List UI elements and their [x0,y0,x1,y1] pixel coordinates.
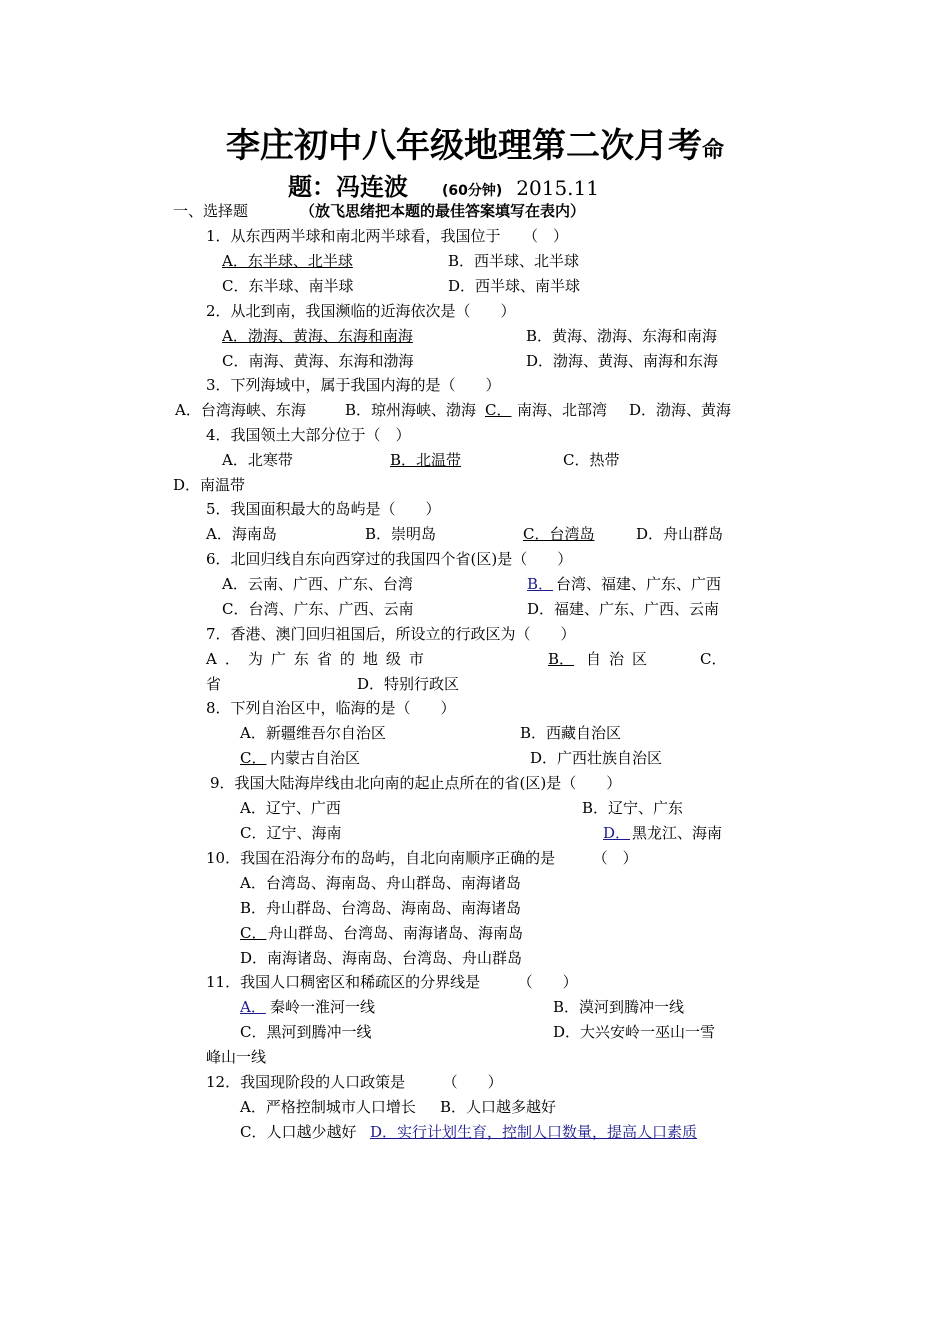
section-note: （放飞思绪把本题的最佳答案填写在表内） [300,202,586,220]
q3-stem: 3．下列海域中，属于我国内海的是（ ） [206,376,501,394]
q8-option-a: A．新疆维吾尔自治区 [240,724,386,742]
q6-option-b: 台湾、福建、广东、广西 [556,575,722,593]
q1-option-d: D．西半球、南半球 [448,277,581,295]
q12-option-b: B．人口越多越好 [440,1098,557,1116]
q10-option-c-mark: C． [240,924,267,942]
q6-stem: 6．北回归线自东向西穿过的我国四个省(区)是（ ） [206,550,573,568]
q5-stem: 5．我国面积最大的岛屿是（ ） [206,500,441,518]
q7-option-a: A．为广东省的地级市 [206,650,432,668]
q11-option-a: 秦岭一淮河一线 [270,998,376,1016]
q2-option-b: B．黄海、渤海、东海和南海 [526,327,718,345]
q6-option-a: A．云南、广西、广东、台湾 [222,575,413,593]
section-label: 一、选择题 [173,202,249,220]
q5-option-b: B．崇明岛 [365,525,437,543]
q12-option-a: A．严格控制城市人口增长 [240,1098,416,1116]
q6-option-b-mark: B． [527,575,554,593]
q3-option-d: D．渤海、黄海 [629,401,732,419]
q6-option-d: D．福建、广东、广西、云南 [527,600,720,618]
q10-option-d: D．南海诸岛、海南岛、台湾岛、舟山群岛 [240,949,523,967]
q5-option-c: C．台湾岛 [523,525,595,543]
q10-option-c: 舟山群岛、台湾岛、南海诸岛、海南岛 [268,924,524,942]
q6-option-c: C．台湾、广东、广西、云南 [222,600,414,618]
q1-option-a: A．东半球、北半球 [222,252,353,270]
q4-option-a: A．北寒带 [222,451,293,469]
q3-option-c: 南海、北部湾 [517,401,608,419]
author: 题：冯连波 [288,173,408,201]
q11-option-c: C．黑河到腾冲一线 [240,1023,372,1041]
q11-option-d: D．大兴安岭一巫山一雪 [553,1023,716,1041]
q9-option-d: 黑龙江、海南 [632,824,723,842]
q7-option-b: 自治区 [586,650,656,668]
exam-title-small: 命 [701,138,724,163]
q10-option-a: A．台湾岛、海南岛、舟山群岛、南海诸岛 [240,874,521,892]
q8-option-b: B．西藏自治区 [520,724,622,742]
q3-option-c-mark: C． [485,401,512,419]
q4-stem: 4．我国领土大部分位于（ ） [206,426,411,444]
q12-stem: 12．我国现阶段的人口政策是 （ ） [206,1073,503,1091]
q8-option-c-mark: C． [240,749,267,767]
q2-option-a: A．渤海、黄海、东海和南海 [222,327,413,345]
q7-stem: 7．香港、澳门回归祖国后，所设立的行政区为（ ） [206,625,576,643]
q1-option-c: C．东半球、南半球 [222,277,354,295]
q12-option-c: C．人口越少越好 [240,1123,357,1141]
q7-option-d: D．特别行政区 [357,675,460,693]
q11-option-b: B．漠河到腾冲一线 [553,998,685,1016]
q10-option-b: B．舟山群岛、台湾岛、海南岛、南海诸岛 [240,899,522,917]
q2-option-d: D．渤海、黄海、南海和东海 [526,352,719,370]
q1-option-b: B．西半球、北半球 [448,252,580,270]
q9-option-a: A．辽宁、广西 [240,799,341,817]
q9-option-b: B．辽宁、广东 [582,799,684,817]
duration: (60分钟) [442,183,503,199]
exam-title [0,124,950,173]
q11-option-a-mark: A． [240,998,266,1016]
exam-title-main: 李庄初中八年级地理第二次月考 [225,126,702,166]
q7-option-c: C． [700,650,727,668]
q4-option-d: D．南温带 [173,476,246,494]
q8-stem: 8．下列自治区中，临海的是（ ） [206,699,456,717]
q9-option-c: C．辽宁、海南 [240,824,342,842]
q4-option-b: B．北温带 [390,451,462,469]
q7-option-c-cont: 省 [206,675,222,693]
q12-option-d: D．实行计划生育，控制人口数量，提高人口素质 [370,1123,698,1141]
q5-option-d: D．舟山群岛 [636,525,724,543]
q8-option-d: D．广西壮族自治区 [530,749,663,767]
q7-option-b-mark: B． [548,650,575,668]
q4-option-c: C．热带 [563,451,620,469]
q11-option-d-cont: 峰山一线 [206,1048,267,1066]
q9-stem: 9．我国大陆海岸线由北向南的起止点所在的省(区)是（ ） [210,774,622,792]
q8-option-c: 内蒙古自治区 [270,749,361,767]
exam-date: 2015.11 [516,176,599,200]
q5-option-a: A．海南岛 [206,525,277,543]
q2-option-c: C．南海、黄海、东海和渤海 [222,352,414,370]
q10-stem: 10．我国在沿海分布的岛屿，自北向南顺序正确的是 （ ） [206,849,638,867]
q2-stem: 2．从北到南，我国濒临的近海依次是（ ） [206,302,516,320]
q3-option-b: B．琼州海峡、渤海 [345,401,477,419]
q3-option-a: A．台湾海峡、东海 [175,401,306,419]
q11-stem: 11．我国人口稠密区和稀疏区的分界线是 （ ） [206,973,578,991]
q1-stem: 1．从东西两半球和南北两半球看，我国位于 （ ） [206,227,569,245]
q9-option-d-mark: D． [603,824,631,842]
